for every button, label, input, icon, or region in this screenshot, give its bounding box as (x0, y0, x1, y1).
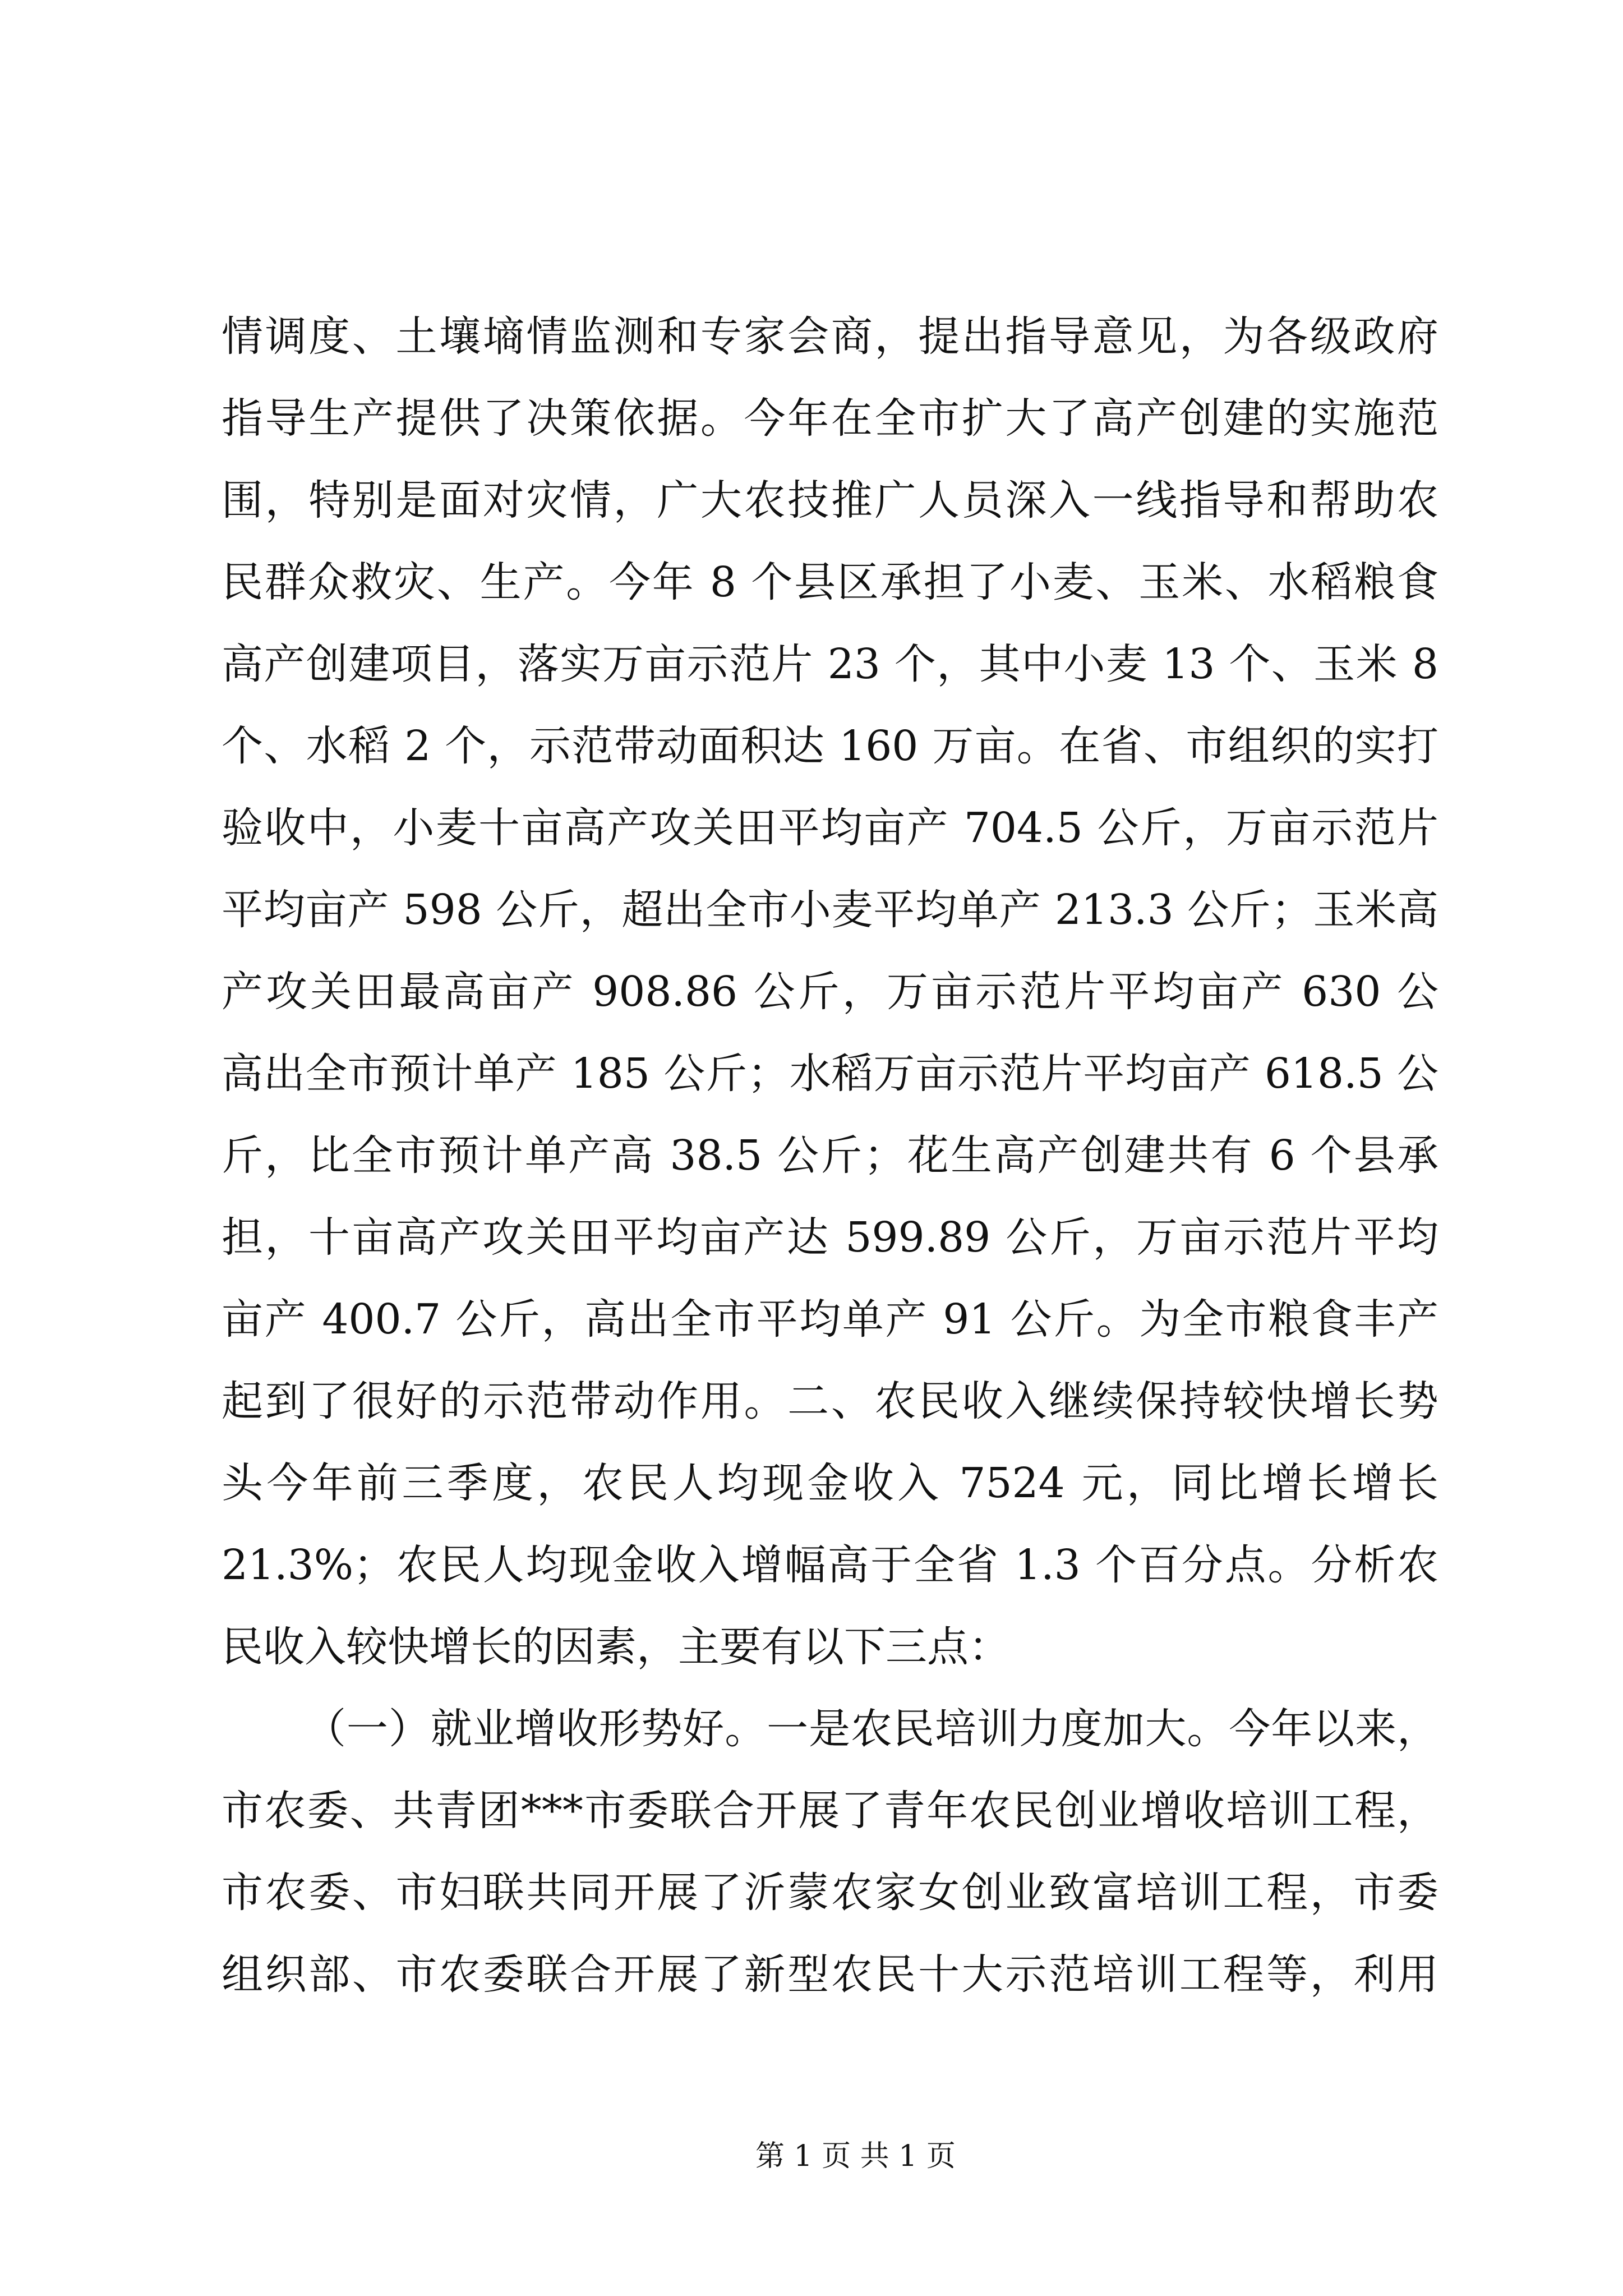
text-line: 高产创建项目，落实万亩示范片 23 个，其中小麦 13 个、玉米 8 (222, 640, 1438, 688)
text-line: 斤，比全市预计单产高 38.5 公斤；花生高产创建共有 6 个县承 (222, 1131, 1438, 1180)
text-line: 起到了很好的示范带动作用。二、农民收入继续保持较快增长势 (222, 1377, 1438, 1425)
text-line: 头今年前三季度，农民人均现金收入 7524 元，同比增长增长 (222, 1459, 1438, 1507)
text-line: 担，十亩高产攻关田平均亩产达 599.89 公斤，万亩示范片平均 (222, 1213, 1438, 1262)
body-text (222, 296, 1438, 2016)
text-line: 亩产 400.7 公斤，高出全市平均单产 91 公斤。为全市粮食丰产 (222, 1295, 1438, 1343)
paragraph-first-line: （一）就业增收形势好。一是农民培训力度加大。今年以来， (305, 1705, 1438, 1753)
text-line: 高出全市预计单产 185 公斤；水稻万亩示范片平均亩产 618.5 公 (222, 1050, 1438, 1098)
text-line: 21.3%；农民人均现金收入增幅高于全省 1.3 个百分点。分析农 (222, 1541, 1438, 1589)
page-number-footer: 第 1 页 共 1 页 (755, 2139, 956, 2173)
text-line: 围，特别是面对灾情，广大农技推广人员深入一线指导和帮助农 (222, 476, 1438, 524)
text-line: 情调度、土壤墒情监测和专家会商，提出指导意见，为各级政府 (222, 312, 1438, 361)
text-line: 平均亩产 598 公斤，超出全市小麦平均单产 213.3 公斤；玉米高 (222, 886, 1438, 934)
text-line: 市农委、市妇联共同开展了沂蒙农家女创业致富培训工程，市委 (222, 1869, 1438, 1917)
text-line: 产攻关田最高亩产 908.86 公斤，万亩示范片平均亩产 630 公 (222, 968, 1438, 1016)
text-line: 组织部、市农委联合开展了新型农民十大示范培训工程等，利用 (222, 1950, 1438, 1999)
text-line: 市农委、共青团***市委联合开展了青年农民创业增收培训工程， (222, 1787, 1438, 1835)
text-line: 个、水稻 2 个，示范带动面积达 160 万亩。在省、市组织的实打 (222, 722, 1438, 770)
text-line: 验收中，小麦十亩高产攻关田平均亩产 704.5 公斤，万亩示范片 (222, 804, 1438, 852)
text-line: 指导生产提供了决策依据。今年在全市扩大了高产创建的实施范 (222, 394, 1438, 443)
paragraph-last-line: 民收入较快增长的因素，主要有以下三点： (222, 1623, 1010, 1671)
text-line: 民群众救灾、生产。今年 8 个县区承担了小麦、玉米、水稻粮食 (222, 558, 1438, 606)
